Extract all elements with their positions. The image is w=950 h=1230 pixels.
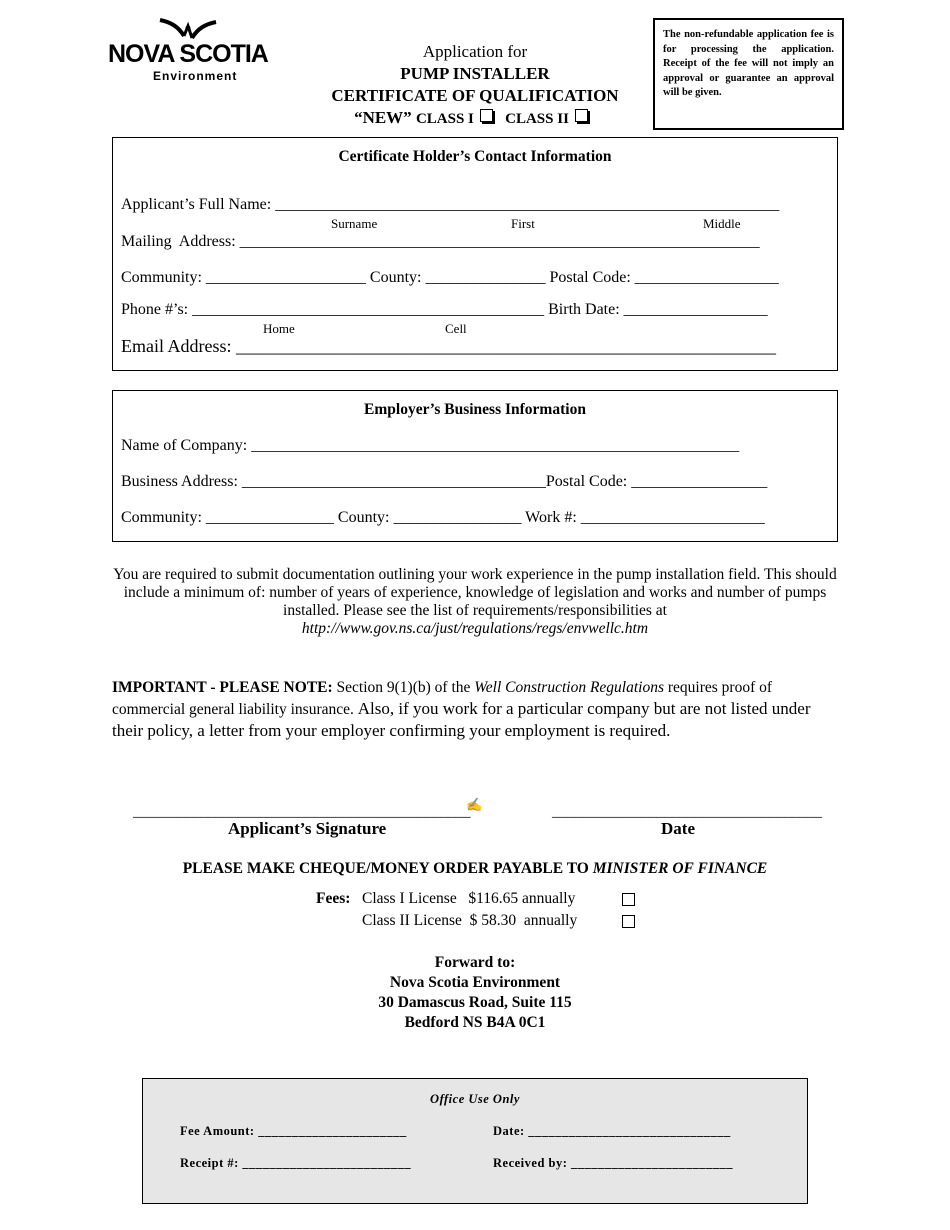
title-line-1: Application for (422, 42, 528, 61)
forward-address (300, 953, 650, 1033)
contact-info-title: Certificate Holder’s Contact Information (338, 148, 612, 165)
contact-info-section (112, 137, 838, 371)
title-line-3: CERTIFICATE OF QUALIFICATION (331, 86, 619, 105)
middle-name-label: Middle (703, 216, 741, 231)
forward-line-2: 30 Damascus Road, Suite 115 (378, 994, 572, 1011)
employer-info-title: Employer’s Business Information (364, 401, 586, 418)
logo-name: NOVA SCOTIA (108, 40, 268, 68)
email-field[interactable]: Email Address: ____________________________________________________________ (121, 336, 776, 356)
phone-birthdate-field[interactable]: Phone #’s: ____________________________________________ Birth Date: __________________ (121, 301, 768, 318)
cell-phone-label: Cell (445, 321, 467, 336)
pen-icon: ✍ (466, 797, 483, 812)
date-line[interactable]: ____________________________________ (552, 804, 822, 820)
payee-name: MINISTER OF FINANCE (592, 860, 768, 877)
mailing-address-field[interactable]: Mailing Address: _________________________________________________________________ (121, 233, 760, 250)
community-county-postal-field[interactable]: Community: ____________________ County: _______________ Postal Code: __________________ (121, 269, 779, 286)
important-note (112, 677, 842, 742)
payable-text: PLEASE MAKE CHEQUE/MONEY ORDER PAYABLE TO (182, 860, 589, 877)
business-address-field[interactable]: Business Address: ______________________________________Postal Code: _________________ (121, 473, 768, 490)
documentation-paragraph (110, 566, 840, 638)
office-use-section (142, 1078, 808, 1204)
company-name-field[interactable]: Name of Company: _____________________________________________________________ (121, 437, 740, 454)
forward-label: Forward to: (434, 954, 516, 971)
forward-line-1: Nova Scotia Environment (389, 974, 561, 991)
first-name-label: First (511, 216, 535, 231)
office-date-field[interactable]: Date: ______________________________ (493, 1124, 731, 1138)
important-text-b: requires proof of commercial general liability insurance. (112, 679, 773, 718)
fee-amount-field[interactable]: Fee Amount: ______________________ (180, 1124, 407, 1138)
class-1-checkbox[interactable] (480, 109, 493, 122)
logo-department: Environment (153, 69, 238, 83)
surname-label: Surname (331, 216, 378, 231)
fee-class-1-checkbox[interactable] (622, 892, 635, 910)
important-text-a: Section 9(1)(b) of the (336, 679, 471, 696)
fee-notice: The non-refundable application fee is for processing the application. Receipt of the fee will not imply an approval or guarantee an approval will be given. (653, 18, 844, 130)
payable-instruction (112, 860, 838, 878)
title-line-2: PUMP INSTALLER (400, 64, 550, 83)
fee-class-2: Class II License $ 58.30 annually (362, 912, 578, 929)
regulation-name: Well Construction Regulations (474, 679, 664, 696)
employer-community-field[interactable]: Community: ________________ County: ________________ Work #: _______________________ (121, 509, 765, 526)
office-use-title: Office Use Only (430, 1092, 520, 1106)
new-label: “NEW” (354, 108, 412, 127)
forward-line-3: Bedford NS B4A 0C1 (404, 1014, 546, 1031)
received-by-field[interactable]: Received by: ________________________ (493, 1156, 734, 1170)
important-label: IMPORTANT - PLEASE NOTE: (112, 679, 333, 696)
form-title (290, 41, 660, 130)
fees-label: Fees: (316, 890, 351, 907)
important-text-c: Also, if you work for a particular company but are not listed under their policy, a letter from your employer confirming your employment is required. (112, 699, 811, 740)
class-selector (290, 107, 660, 130)
full-name-field[interactable]: Applicant’s Full Name: _______________________________________________________________ (121, 196, 780, 213)
class-2-checkbox[interactable] (575, 109, 588, 122)
signature-label: Applicant’s Signature (228, 819, 387, 838)
signature-line[interactable]: _____________________________________________ (133, 804, 471, 820)
nova-scotia-logo (108, 18, 278, 88)
date-label: Date (661, 819, 695, 838)
class-1-label: CLASS I (415, 111, 474, 127)
fee-class-1: Class I License $116.65 annually (362, 890, 576, 907)
documentation-text: You are required to submit documentation outlining your work experience in the pump installation field. This should include a minimum of: number of years of experience, knowledge of legislation and works and number of pumps installed. Please see the list of requirements/responsibilities at (113, 566, 837, 619)
regulations-url[interactable]: http://www.gov.ns.ca/just/regulations/regs/envwellc.htm (301, 620, 649, 637)
home-phone-label: Home (263, 321, 295, 336)
class-2-label: CLASS II (505, 111, 569, 127)
employer-info-section (112, 390, 838, 542)
fee-class-2-checkbox[interactable] (622, 914, 635, 932)
receipt-number-field[interactable]: Receipt #: _________________________ (180, 1156, 412, 1170)
